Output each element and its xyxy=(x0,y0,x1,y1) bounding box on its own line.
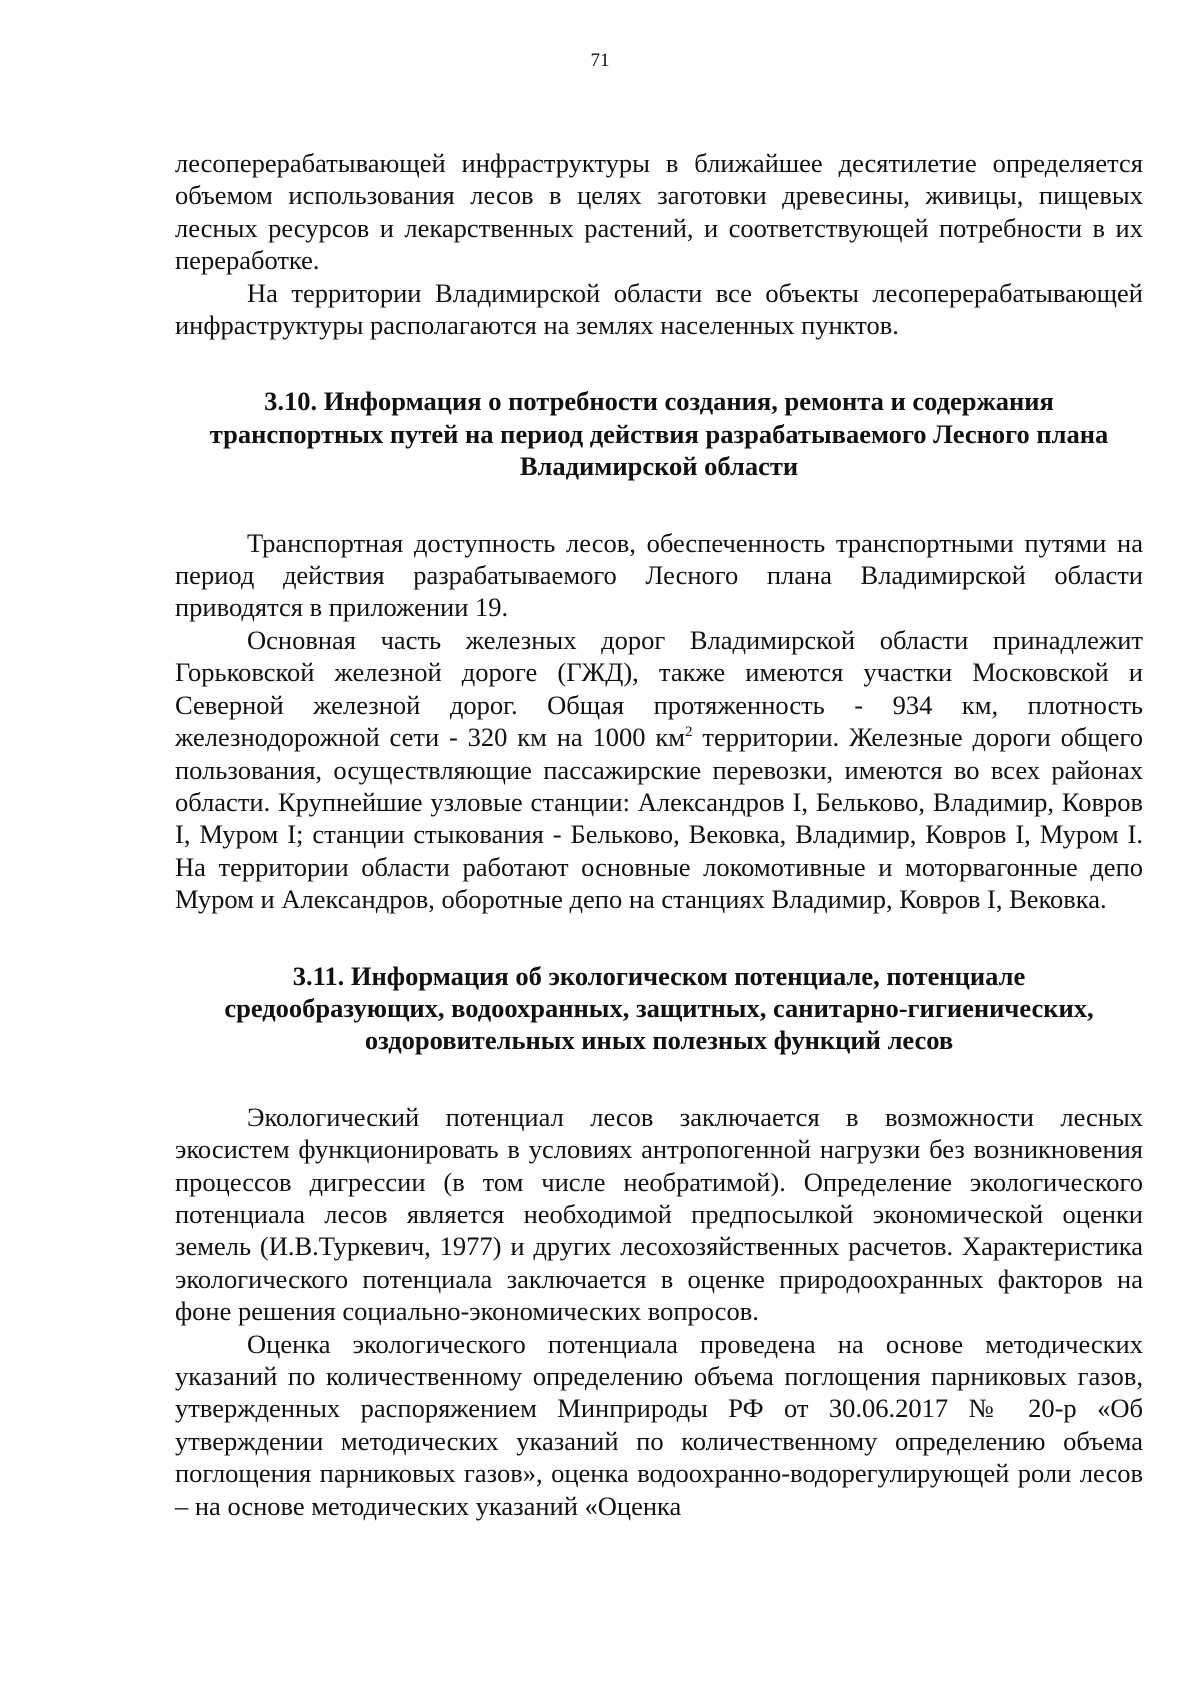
section-3-10-paragraph-1: Транспортная доступность лесов, обеспеченность транспортными путями на период действия разрабатываемого Лесного плана Владимирской области приводятся в приложении 19. xyxy=(175,527,1143,623)
superscript-exponent: 2 xyxy=(685,724,693,741)
page-number: 71 xyxy=(590,50,610,71)
paragraph-text-before-superscript: Основная часть железных дорог Владимирской области принадлежит Горьковской железной дороге (ГЖД), также имеются участки Московской и Северной железной дорог. Общая протяженность - 934 км, плотность железнодорожной сети - 320 км на 1000 км xyxy=(175,624,1143,753)
section-3-11-heading-line-1: 3.11. Информация об экологическом потенциале, потенциале xyxy=(292,960,1026,991)
section-3-11-heading-line-2: средообразующих, водоохранных, защитных, санитарно-гигиенических, xyxy=(224,992,1094,1023)
section-3-10-heading-line-1: 3.10. Информация о потребности создания, ремонта и содержания xyxy=(264,386,1054,417)
section-3-11-paragraph-1: Экологический потенциал лесов заключается в возможности лесных экосистем функционировать в условиях антропогенной нагрузки без возникновения процессов дигрессии (в том числе необратимой). Определение экологического потенциала лесов является необходимой предпосылкой экономической оценки земель (И.В.Туркевич, 1977) и других лесохозяйственных расчетов. Характеристика экологического потенциала заключается в оценке природоохранных факторов на фоне решения социально-экономических вопросов. xyxy=(175,1101,1143,1327)
document-body xyxy=(175,147,1143,1522)
section-3-11-heading-line-3: оздоровительных иных полезных функций лесов xyxy=(364,1025,954,1056)
section-3-10-paragraph-2 xyxy=(175,624,1143,916)
section-3-11-heading xyxy=(175,960,1143,1057)
section-3-10-heading-line-2: транспортных путей на период действия разрабатываемого Лесного плана xyxy=(209,418,1109,449)
section-3-10-heading-line-3: Владимирской области xyxy=(519,451,799,482)
intro-paragraph-2: На территории Владимирской области все объекты лесоперерабатывающей инфраструктуры располагаются на землях населенных пунктов. xyxy=(175,277,1143,341)
paragraph-text-after-superscript: территории. Железные дороги общего пользования, осуществляющие пассажирские перевозки, имеются во всех районах области. Крупнейшие узловые станции: Александров I, Бельково, Владимир, Ковров I, Муром I; станции стыкования - Бельково, Вековка, Владимир, Ковров I, Муром I. На территории области работают основные локомотивные и моторвагонные депо Муром и Александров, оборотные депо на станциях Владимир, Ковров I, Вековка. xyxy=(175,722,1143,915)
section-3-10-heading xyxy=(175,385,1143,482)
section-3-11-paragraph-2: Оценка экологического потенциала проведена на основе методических указаний по количественному определению объема поглощения парниковых газов, утвержденных распоряжением Минприроды РФ от 30.06.2017 № 20-р «Об утверждении методических указаний по количественному определению объема поглощения парниковых газов», оценка водоохранно-водорегулирующей роли лесов – на основе методических указаний «Оценка xyxy=(175,1328,1143,1521)
intro-paragraph-1: лесоперерабатывающей инфраструктуры в ближайшее десятилетие определяется объемом использования лесов в целях заготовки древесины, живицы, пищевых лесных ресурсов и лекарственных растений, и соответствующей потребности в их переработке. xyxy=(175,148,1143,276)
